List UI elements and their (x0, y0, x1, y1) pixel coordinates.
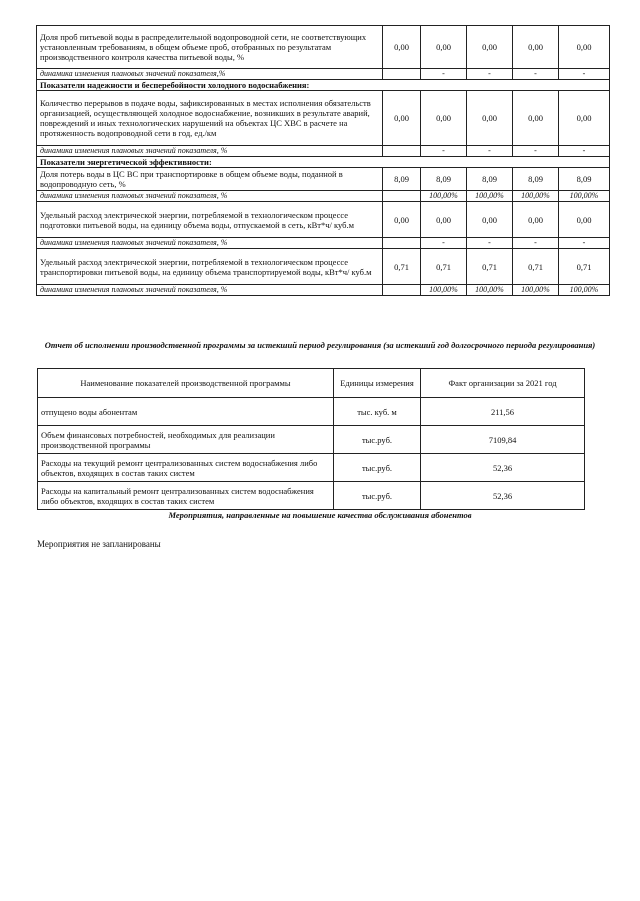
section-heading: Показатели надежности и бесперебойности холодного водоснабжения: (37, 80, 610, 91)
indicator-label: Доля проб питьевой воды в распределительной водопроводной сети, не соответствующих установленным требованиям, в общем объеме проб, отобранных по результатам производственного контроля качества питьевой воды, % (37, 26, 383, 69)
table-row (37, 249, 610, 285)
value-cell (383, 69, 421, 80)
value-cell: - (421, 69, 467, 80)
value-cell: - (559, 146, 610, 157)
indicator-label: Удельный расход электрической энергии, потребляемой в технологическом процессе транспортировки питьевой воды, на единицу объема транспортируемой воды, кВт*ч/ куб.м (37, 249, 383, 285)
value-cell: 0,00 (559, 26, 610, 69)
dynamics-row (37, 69, 610, 80)
table-row (37, 91, 610, 146)
header-fact-value: Факт организации за 2021 год (421, 369, 585, 398)
row-name: Объем финансовых потребностей, необходимых для реализации производственной программы (38, 426, 334, 454)
value-cell: - (559, 238, 610, 249)
section-heading: Показатели энергетической эффективности: (37, 157, 610, 168)
value-cell: 0,00 (467, 91, 513, 146)
value-cell: 0,00 (467, 26, 513, 69)
value-cell (383, 238, 421, 249)
row-unit: тыс.руб. (334, 482, 421, 510)
dynamics-row (37, 191, 610, 202)
row-name: отпущено воды абонентам (38, 398, 334, 426)
row-unit: тыс.руб. (334, 426, 421, 454)
value-cell: 0,00 (559, 202, 610, 238)
value-cell: - (559, 69, 610, 80)
dynamics-label: динамика изменения плановых значений показателя, % (37, 146, 383, 157)
dynamics-row (37, 146, 610, 157)
dynamics-row (37, 285, 610, 296)
value-cell: 0,00 (513, 202, 559, 238)
value-cell: 8,09 (559, 168, 610, 191)
program-table (37, 368, 585, 510)
value-cell: - (467, 69, 513, 80)
row-name: Расходы на капитальный ремонт централизованных систем водоснабжения либо объектов, входящих в состав таких систем (38, 482, 334, 510)
indicator-label: Количество перерывов в подаче воды, зафиксированных в местах исполнения обязательств организацией, осуществляющей холодное водоснабжение, возникших в результате аварий, повреждений и иных технологических нарушений на объектах ЦС ХВС в расчете на протяженность водопроводной сети в год, ед./км (37, 91, 383, 146)
indicators-table-body (37, 26, 610, 296)
indicators-table (36, 25, 610, 296)
dynamics-label: динамика изменения плановых значений показателя, % (37, 238, 383, 249)
table-row (37, 168, 610, 191)
table-row (38, 426, 585, 454)
table-row (38, 454, 585, 482)
value-cell: 0,00 (467, 202, 513, 238)
value-cell: - (467, 146, 513, 157)
value-cell: 100,00% (467, 285, 513, 296)
table-row (38, 482, 585, 510)
dynamics-label: динамика изменения плановых значений показателя, % (37, 191, 383, 202)
value-cell: - (513, 146, 559, 157)
table-row (37, 202, 610, 238)
section-row (37, 157, 610, 168)
indicator-label: Удельный расход электрической энергии, потребляемой в технологическом процессе подготовки питьевой воды, на единицу объема воды, отпускаемой в сеть, кВт*ч/ куб.м (37, 202, 383, 238)
indicator-label: Доля потерь воды в ЦС ВС при транспортировке в общем объеме воды, поданной в водопроводную сеть, % (37, 168, 383, 191)
dynamics-label: динамика изменения плановых значений показателя, % (37, 285, 383, 296)
value-cell: 8,09 (383, 168, 421, 191)
measures-title: Мероприятия, направленные на повышение качества обслуживания абонентов (168, 510, 472, 520)
value-cell (383, 285, 421, 296)
value-cell: 0,00 (421, 202, 467, 238)
value-cell: 8,09 (421, 168, 467, 191)
value-cell: 100,00% (513, 285, 559, 296)
value-cell: 0,71 (513, 249, 559, 285)
value-cell: 100,00% (421, 285, 467, 296)
value-cell: - (513, 238, 559, 249)
report-title: Отчет об исполнении производственной программы за истекший период регулирования (за истекший год долгосрочного периода регулирования) (44, 340, 596, 350)
value-cell: - (467, 238, 513, 249)
table-row (38, 398, 585, 426)
value-cell: 0,00 (559, 91, 610, 146)
value-cell: 100,00% (421, 191, 467, 202)
value-cell: - (421, 146, 467, 157)
header-unit: Единицы измерения (334, 369, 421, 398)
row-value: 211,56 (421, 398, 585, 426)
value-cell: 100,00% (559, 285, 610, 296)
dynamics-row (37, 238, 610, 249)
measures-text: Мероприятия не запланированы (37, 539, 161, 549)
row-unit: тыс. куб. м (334, 398, 421, 426)
value-cell: - (513, 69, 559, 80)
section-row (37, 80, 610, 91)
row-unit: тыс.руб. (334, 454, 421, 482)
value-cell: 0,00 (383, 91, 421, 146)
value-cell: 0,00 (383, 202, 421, 238)
value-cell (383, 146, 421, 157)
value-cell: 8,09 (467, 168, 513, 191)
value-cell: 100,00% (467, 191, 513, 202)
value-cell: 0,71 (421, 249, 467, 285)
value-cell (383, 191, 421, 202)
row-value: 52,36 (421, 482, 585, 510)
value-cell: 8,09 (513, 168, 559, 191)
value-cell: 100,00% (559, 191, 610, 202)
row-value: 7109,84 (421, 426, 585, 454)
program-table-header-row (38, 369, 585, 398)
value-cell: 0,00 (513, 26, 559, 69)
header-indicator-name: Наименование показателей производственной программы (38, 369, 334, 398)
value-cell: 0,00 (421, 91, 467, 146)
value-cell: 0,71 (383, 249, 421, 285)
dynamics-label: динамика изменения плановых значений показателя,% (37, 69, 383, 80)
value-cell: 0,00 (383, 26, 421, 69)
value-cell: 100,00% (513, 191, 559, 202)
value-cell: - (421, 238, 467, 249)
row-value: 52,36 (421, 454, 585, 482)
table-row (37, 26, 610, 69)
row-name: Расходы на текущий ремонт централизованных систем водоснабжения либо объектов, входящих в состав таких систем (38, 454, 334, 482)
value-cell: 0,00 (421, 26, 467, 69)
value-cell: 0,71 (559, 249, 610, 285)
value-cell: 0,71 (467, 249, 513, 285)
value-cell: 0,00 (513, 91, 559, 146)
